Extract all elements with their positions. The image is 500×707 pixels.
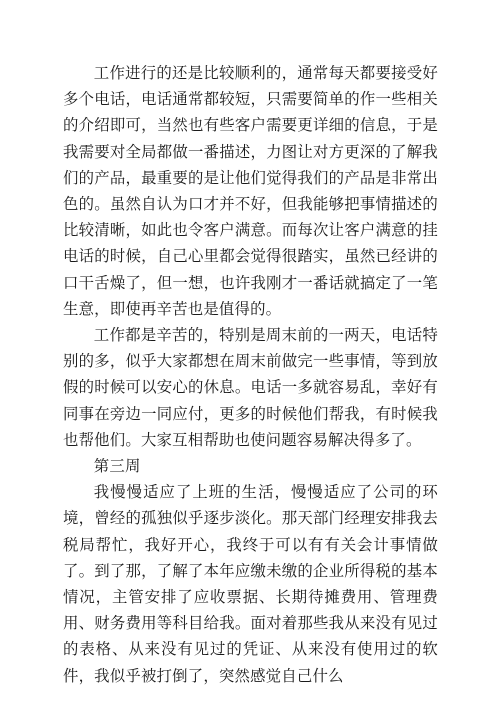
paragraph-phone-work: 工作进行的还是比较顺利的，通常每天都要接受好多个电话，电话通常都较短，只需要简单的作一些相关的介绍即可，当然也有些客户需要更详细的信息，于是我需要对全局都做一番描述，力图让对方更深的了解我们的产品，最重要的是让他们觉得我们的产品是非常出色的。虽然自认为口才并不好，但我能够把事情描述的比较清晰，如此也令客户满意。而每次让客户满意的挂电话的时候，自己心里都会觉得很踏实，虽然已经讲的口干舌燥了，但一想，也许我刚才一番话就搞定了一笔生意，即使再辛苦也是值得的。 bbox=[63, 64, 438, 318]
paragraph-hard-work: 工作都是辛苦的，特别是周末前的一两天，电话特别的多，似乎大家都想在周末前做完一些事情，等到放假的时候可以安心的休息。电话一多就容易乱，幸好有同事在旁边一同应付，更多的时候他们帮我，有时候我也帮他们。大家互相帮助也使问题容易解决得多了。 bbox=[63, 326, 438, 449]
paragraph-tax-bureau: 我慢慢适应了上班的生活，慢慢适应了公司的环境，曾经的孤独似乎逐步淡化。那天部门经理安排我去税局帮忙，我好开心，我终于可以有有关会计事情做了。到了那，了解了本年应缴未缴的企业所得税的基本情况，主管安排了应收票据、长期待摊费用、管理费用、财务费用等科目给我。面对着那些我从来没有见过的表格、从来没有见过的凭证、从来没有使用过的软件，我似乎被打倒了，突然感觉自己什么 bbox=[63, 483, 438, 685]
document-body bbox=[63, 60, 438, 689]
section-heading-week-three: 第三周 bbox=[93, 457, 141, 476]
